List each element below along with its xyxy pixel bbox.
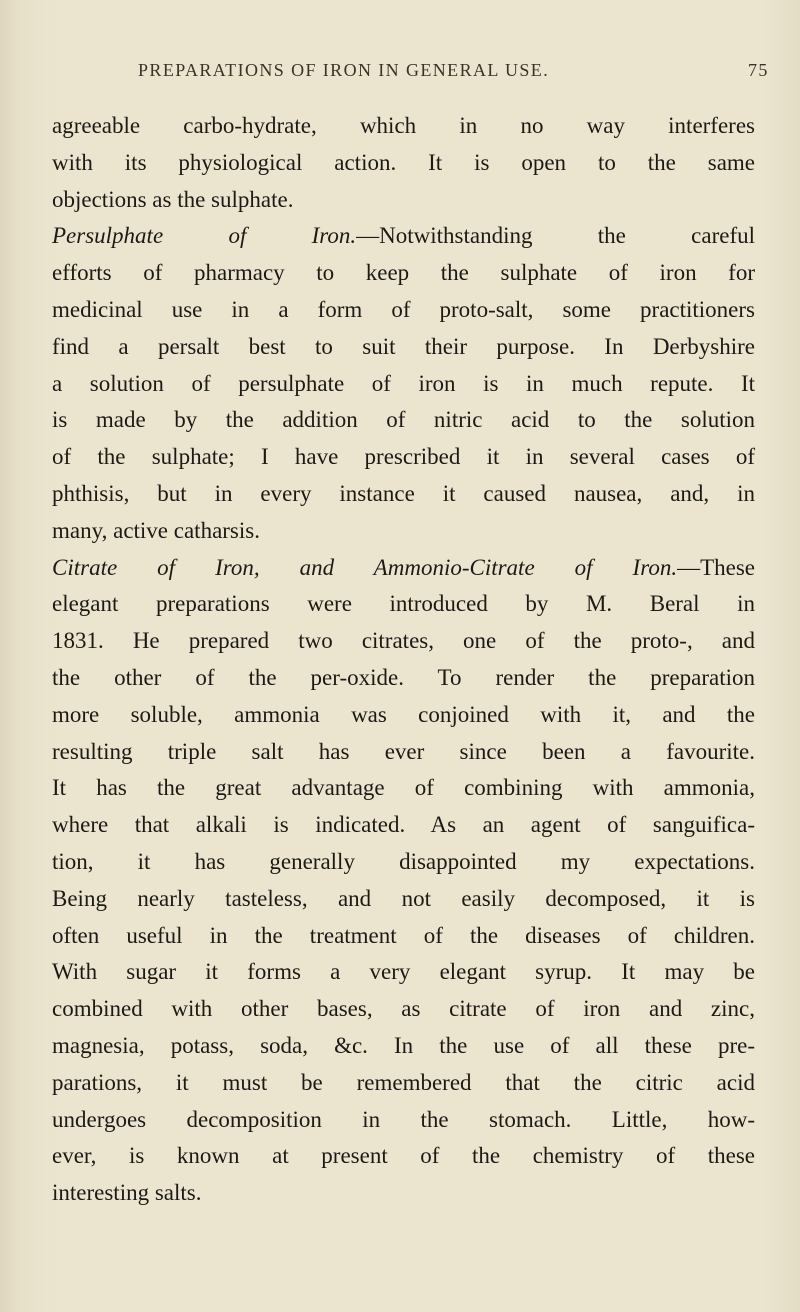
- text-line: magnesia, potass, soda, &c. In the use of all these pre-: [52, 1032, 755, 1058]
- text-line: the other of the per-oxide. To render the preparation: [52, 664, 755, 690]
- body-text: [52, 108, 755, 1212]
- text-line: a solution of persulphate of iron is in much repute. It: [52, 370, 755, 396]
- page-number: 75: [748, 60, 769, 80]
- section-heading: Citrate of Iron, and Ammonio-Citrate of Iron.: [52, 554, 678, 580]
- text-line: find a persalt best to suit their purpose. In Derbyshire: [52, 333, 755, 359]
- text-line: efforts of pharmacy to keep the sulphate of iron for: [52, 260, 755, 286]
- text-line: many, active catharsis.: [52, 517, 260, 543]
- text-line: parations, it must be remembered that the citric acid: [52, 1069, 755, 1095]
- text-line: ever, is known at present of the chemistry of these: [52, 1143, 755, 1169]
- text-line: objections as the sulphate.: [52, 186, 294, 212]
- text-line: where that alkali is indicated. As an agent of sanguifica-: [52, 812, 755, 838]
- text-line: resulting triple salt has ever since been a favourite.: [52, 738, 755, 764]
- running-head-title: PREPARATIONS OF IRON IN GENERAL USE.: [138, 60, 550, 80]
- text-line: medicinal use in a form of proto-salt, some practitioners: [52, 296, 755, 322]
- running-head: [0, 60, 800, 86]
- text-line: of the sulphate; I have prescribed it in several cases of: [52, 444, 755, 470]
- text-line: combined with other bases, as citrate of iron and zinc,: [52, 996, 755, 1022]
- text-line: Citrate of Iron, and Ammonio-Citrate of Iron.—These: [52, 554, 755, 580]
- text-line: is made by the addition of nitric acid to the solution: [52, 407, 755, 433]
- text-line: agreeable carbo-hydrate, which in no way interferes: [52, 113, 755, 138]
- text-line: With sugar it forms a very elegant syrup. It may be: [52, 959, 755, 985]
- text-line: often useful in the treatment of the diseases of children.: [52, 922, 755, 948]
- text-line: more soluble, ammonia was conjoined with it, and the: [52, 701, 755, 727]
- text-line: It has the great advantage of combining with ammonia,: [52, 775, 755, 801]
- text-line: elegant preparations were introduced by M. Beral in: [52, 591, 755, 617]
- text-line: undergoes decomposition in the stomach. Little, how-: [52, 1106, 755, 1132]
- text-line: tion, it has generally disappointed my expectations.: [52, 848, 755, 874]
- text-line: interesting salts.: [52, 1180, 202, 1206]
- text-line: 1831. He prepared two citrates, one of the proto-, and: [52, 628, 755, 654]
- text-line: Being nearly tasteless, and not easily decomposed, it is: [52, 885, 755, 911]
- text-line: Persulphate of Iron.—Notwithstanding the careful: [52, 223, 755, 249]
- text-line: phthisis, but in every instance it caused nausea, and, in: [52, 480, 755, 506]
- section-heading: Persulphate of Iron.: [52, 223, 357, 249]
- text-line: with its physiological action. It is open to the same: [52, 149, 755, 175]
